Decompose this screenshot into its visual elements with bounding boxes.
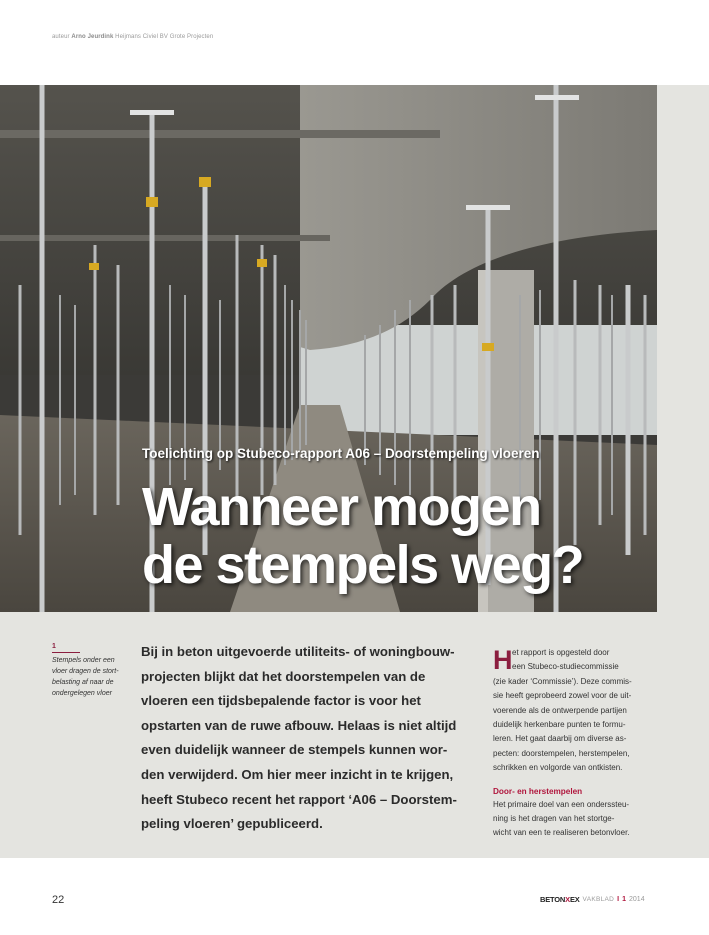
caption-line: belasting af naar de <box>52 679 114 686</box>
lead-line: heeft Stubeco recent het rapport ‘A06 – Doorstem- <box>141 791 457 807</box>
dropcap: H <box>493 645 513 675</box>
issue-year: 2014 <box>629 896 645 903</box>
magazine-footer <box>540 895 645 904</box>
body-line: ning is het dragen van het stortge- <box>493 814 615 824</box>
body-line: sie heeft geprobeerd zowel voor de uit- <box>493 691 632 701</box>
lead-line: vloeren een tijdsbepalende factor is voor het <box>141 693 421 709</box>
photo-caption <box>52 642 132 699</box>
lead-line: projecten blijkt dat het doorstempelen van de <box>141 668 426 684</box>
footer-separator: I <box>617 896 620 903</box>
lead-line: even duidelijk wanneer de stempels kunnen wor- <box>141 742 448 758</box>
lead-line: den verwijderd. Om hier meer inzicht in te krijgen, <box>141 766 454 782</box>
body-column <box>493 646 663 841</box>
magazine-label: VAKBLAD <box>582 896 615 903</box>
caption-line: Stempels onder een <box>52 657 115 664</box>
page-number: 22 <box>52 894 65 906</box>
logo-part: BETON <box>540 895 566 904</box>
article-subtitle: Toelichting op Stubeco-rapport A06 – Doorstempeling vloeren <box>142 446 540 461</box>
author-line <box>52 34 213 40</box>
author-label: auteur <box>52 34 70 40</box>
lead-paragraph <box>141 640 481 837</box>
lead-line: opstarten van de ruwe afbouw. Helaas is niet altijd <box>141 717 457 733</box>
caption-number: 1 <box>52 642 80 653</box>
author-name: Arno Jeurdink <box>71 34 114 40</box>
issue-number: 1 <box>622 896 627 903</box>
body-line: Het primaire doel van een onderssteu- <box>493 799 630 809</box>
body-line: leren. Het gaat daarbij om diverse as- <box>493 734 627 744</box>
lead-line: Bij in beton uitgevoerde utiliteits- of woningbouw- <box>141 644 455 659</box>
body-line: duidelijk herkenbare punten te formu- <box>493 720 626 730</box>
body-line: een Stubeco-studiecommissie <box>512 662 619 672</box>
body-line: (zie kader ‘Commissie’). Deze commis- <box>493 676 632 686</box>
title-line-1: Wanneer mogen <box>142 477 541 537</box>
caption-line: vloer dragen de stort- <box>52 668 119 675</box>
body-line: schrikken en volgorde van ontkisten. <box>493 763 623 773</box>
body-line: et rapport is opgesteld door <box>512 648 610 657</box>
body-line: wicht van een te realiseren betonvloer. <box>493 828 630 838</box>
body-line: pecten: doorstempelen, herstempelen, <box>493 748 630 758</box>
author-org: Heijmans Civiel BV Grote Projecten <box>115 34 214 40</box>
caption-line: ondergelegen vloer <box>52 690 112 697</box>
caption-text <box>52 655 132 699</box>
section-heading: Door- en herstempelen <box>493 786 583 796</box>
article-title <box>142 478 583 594</box>
body-line: voerende als de ontwerpende partijen <box>493 705 627 715</box>
logo-x: X <box>565 895 570 904</box>
magazine-logo <box>540 895 580 904</box>
lead-line: peling vloeren’ gepubliceerd. <box>141 816 323 832</box>
logo-part: EX <box>569 895 580 904</box>
title-line-2: de stempels weg? <box>142 535 584 595</box>
